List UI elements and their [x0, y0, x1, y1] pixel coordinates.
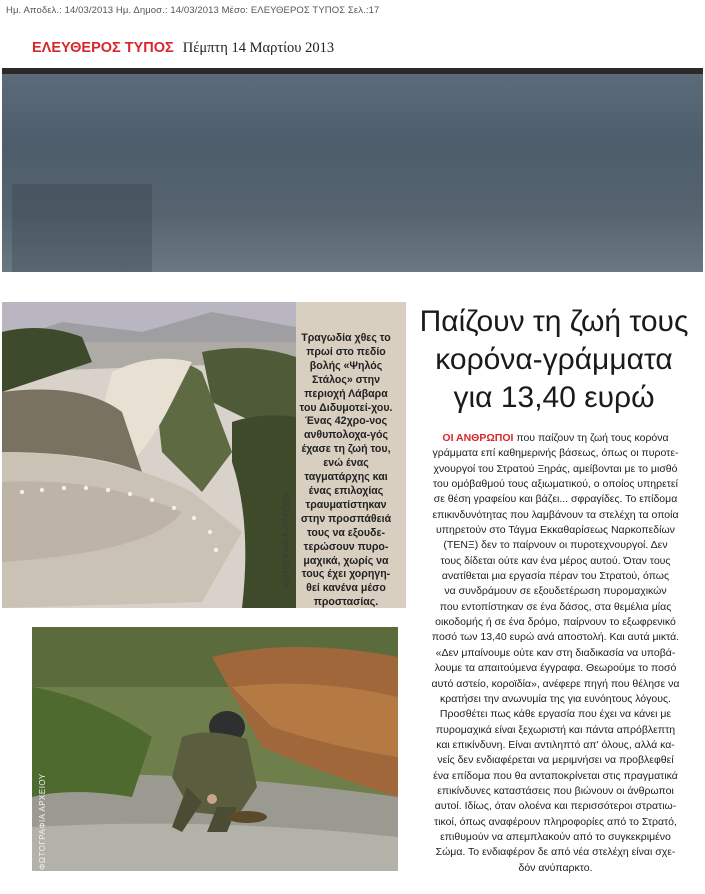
article-line: και επικίνδυνη. Είναι αντιληπτό απ' όλους, αλλά κα- [436, 738, 675, 751]
headline-line-1: Παίζουν τη ζωή τους [419, 305, 689, 338]
article-line: ένα επίδομα που θα ανταποκρίνεται στις πραγματικά [433, 769, 678, 782]
article-body [412, 431, 699, 876]
banner-shadow-block [12, 184, 152, 272]
article-headline [412, 303, 696, 417]
article-line: γράμματα επί καθημερινής βάσεως, όπως οι πυροτε- [432, 447, 679, 460]
article-line: του ομόβαθμού τους αξιωματικού, ο οποίος υπηρετεί [433, 478, 678, 491]
clipping-meta-line: Ημ. Αποδελ.: 14/03/2013 Ημ. Δημοσ.: 14/03/2013 Μέσο: ΕΛΕΥΘΕΡΟΣ ΤΥΠΟΣ Σελ.:17 [6, 5, 380, 16]
firing-range-illustration [2, 302, 296, 608]
article-line-text: που παίζουν τη ζωή τους κορόνα [513, 432, 669, 444]
article-line: Προσθέτει πως κάθε εργασία που έχει να κάνει με [439, 708, 672, 721]
article-line: δόν ανύπαρκτο. [518, 861, 593, 874]
newspaper-name: ΕΛΕΥΘΕΡΟΣ ΤΥΠΟΣ [32, 40, 174, 56]
article-lead: ΟΙ ΑΝΘΡΩΠΟΙ [442, 432, 514, 444]
banner-image [2, 74, 703, 272]
article-line: λουμε τα απαιτούμενα έγγραφα. Θεωρούμε το ποσό [434, 662, 677, 675]
soldier-photo [32, 627, 398, 871]
article-line: ανατίθεται μια εργασία πέραν του Στρατού, όπως [441, 570, 670, 583]
firing-range-photo [2, 302, 296, 608]
article-line: οικοδομής ή σε ένα δρόμο, παίρνουν το εξωφρενικό [435, 616, 676, 629]
article-line: νείς δεν ενδιαφέρεται να μεριμνήσει να προβλεφθεί [437, 754, 674, 767]
article-line: επικίνδυνες καταστάσεις που βιώνουν οι άνθρωποι [437, 784, 674, 797]
article-line: Σώμα. Το ενδιαφέρον δε από νέα στελέχη είναι σχε- [435, 846, 676, 859]
photo-caption-text: Τραγωδία χθες το πρωί στο πεδίο βολής «Ψηλός Στάλος» στην περιοχή Λάβαρα του Διδυμοτεί-χου. Ένας 42χρο-νος ανθυπολοχα-γός έχασε τη ζωή του, ενώ ένας ταγματάρχης και ένας επιλοχίας τραυματίστηκαν στην προσπάθειά τους να εξουδε-τερώσουν πυρο-μαχικά, χωρίς να τους έχει χορηγη-θεί κανένα μέσο προστασίας. [299, 332, 393, 609]
article-line: σε θέση γραφείου και βάζει... σφραγίδες. Το επίδομα [433, 493, 678, 506]
headline-line-2: κορόνα-γράμματα [435, 343, 673, 376]
article-line: τους δίδεται ούτε καν ένα μέρος αυτού. Όταν τους [440, 554, 671, 567]
masthead [32, 40, 334, 57]
issue-date: Πέμπτη 14 Μαρτίου 2013 [182, 40, 335, 56]
soldier-illustration [32, 627, 398, 871]
article-line: ποσό των 13,40 ευρώ ανά αποστολή. Και αυτά μικτά. [431, 631, 680, 644]
article-line [412, 431, 699, 446]
article-line: πυρομαχικά είναι ξεχωριστή και πάντα απρόβλεπτη [435, 723, 676, 736]
article-line: να συνδράμουν σε εξουδετέρωση πυρομαχικών [444, 585, 667, 598]
article-line: τικοί, όπως αναφέρουν πληροφορίες από το Στρατό, [434, 815, 677, 828]
article-line: κρατήσει την ανωνυμία της για ευνόητους λόγους. [440, 692, 671, 705]
article-line: υπηρετούν στο Τάγμα Εκκαθαρίσεως Ναρκοπεδίων [436, 524, 675, 537]
article-line: αυτοί. Ιδίως, όταν ολοένα και περισσότεροι στρατιω- [434, 800, 677, 813]
photo-caption-box [296, 302, 406, 608]
photo-credit-1: ΦΩΤΟΓΡΑΦΙΑ ΑΡΧΕΙΟΥ [282, 491, 291, 588]
article-line: αυτό αστείο, κοροϊδία», ανέφερε πηγή που θέλησε να [431, 677, 680, 690]
article-line: (ΤΕΝΞ) δεν το παίρνουν οι πυροτεχνουργοί. Δεν [443, 539, 668, 552]
article-line: που εντοπίστηκαν σε ένα δάσος, στα θεμέλια μίας [439, 600, 672, 613]
article-line: επικινδυνότητας που λαμβάνουν τα στελέχη τα οποία [432, 508, 679, 521]
article-line: «Δεν μπαίνουμε ούτε καν στη διαδικασία να υποβά- [435, 646, 676, 659]
photo-credit-2: ΦΩΤΟΓΡΑΦΙΑ ΑΡΧΕΙΟΥ [38, 773, 47, 870]
article-line: επιθυμούν να απεμπλακούν από το συγκεκριμένο [440, 830, 671, 843]
article-line: χνουργοί του Στρατού Ξηράς, αμείβονται με το μισθό [433, 462, 678, 475]
headline-line-3: για 13,40 ευρώ [453, 381, 655, 414]
